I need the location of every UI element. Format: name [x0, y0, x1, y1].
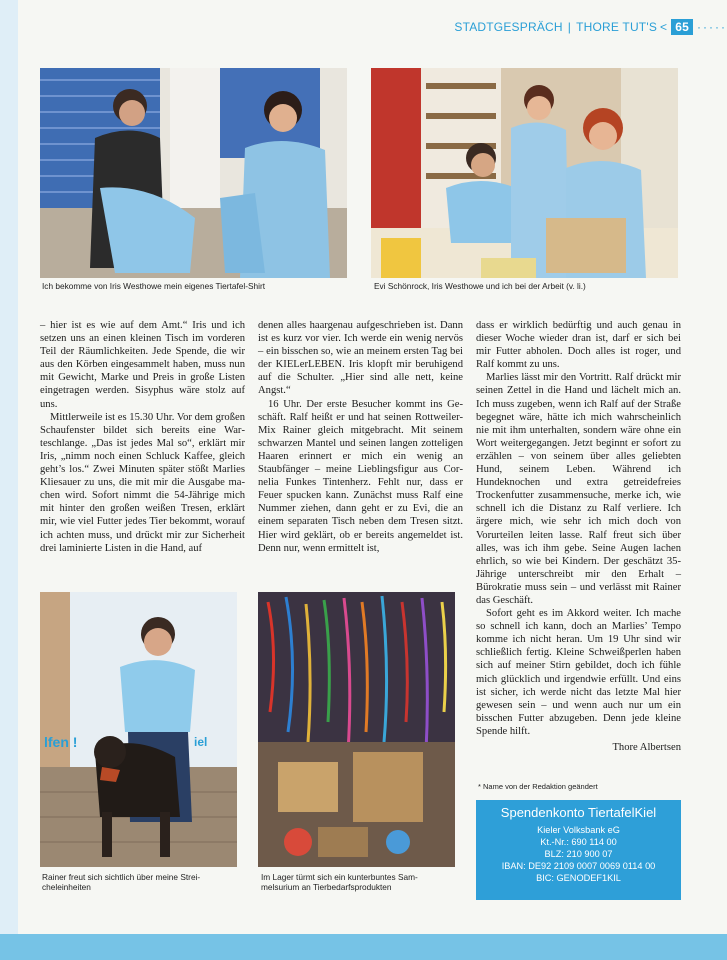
- author-signature: Thore Albertsen: [612, 742, 681, 753]
- caption-photo-3: [42, 872, 239, 892]
- caption-line: cheleinheiten: [42, 882, 91, 892]
- donation-iban: IBAN: DE92 2109 0007 0069 0114 00: [501, 861, 656, 871]
- donation-bic: BIC: GENODEF1KIL: [536, 873, 621, 883]
- page-number: 65: [671, 19, 693, 35]
- donation-bank: Kieler Volksbank eG: [537, 825, 620, 835]
- caption-line: Rainer freut sich sichtlich über meine Strei-: [42, 872, 201, 882]
- section-label: STADTGESPRÄCH: [454, 20, 563, 34]
- article-column-2: [258, 319, 463, 555]
- donation-box: [476, 800, 681, 900]
- donation-blz: BLZ: 210 900 07: [544, 849, 613, 859]
- paragraph: 16 Uhr. Der erste Besucher kommt ins Geschäft. Ralf heißt er und hat seinen Rottweiler-Mix Rainer gleich mitgebracht. Mit seinem schwarzen Mantel und seinen langen zotteligen Haaren erinnert er mich ein wenig an Staubfänger – meine Lieblingsfigur aus Cornelia Funkes Tintenherz. Fehlt nur, dass er Feuer spucken kann. Zunächst muss Ralf eine Nummer ziehen, dann geht er zu Evi, die an einem separaten Tisch neben dem Tresen sitzt. Hier wird geklärt, ob er bereits angemeldet ist. Denn nur, wenn ermittelt ist,: [258, 398, 463, 554]
- caption-line: melsurium an Tierbedarfsprodukten: [261, 882, 392, 892]
- article-column-3: [476, 319, 681, 754]
- paragraph: dass er wirklich bedürftig und auch genau in dieser Woche wieder dran ist, darf er sich bei mir Futter abholen. Doch alles ist roger, und Ralf kommt zu uns.: [476, 320, 681, 371]
- photo-work: [371, 68, 678, 278]
- caption-photo-1: Ich bekomme von Iris Westhowe mein eigenes Tiertafel-Shirt: [42, 281, 266, 291]
- photo-dog: [40, 592, 237, 867]
- footnote: * Name von der Redaktion geändert: [478, 782, 598, 791]
- arrow-icon: <: [660, 20, 668, 34]
- photo-shirt: [40, 68, 347, 278]
- donation-title: Spendenkonto TiertafelKiel: [500, 805, 657, 820]
- paragraph: denen alles haargenau aufgeschrieben ist. Dann ist es kurz vor vier. Ich werde ein wenig nervös – ein bisschen so, wie an meinem ersten Tag bei der KIELerLEBEN. Iris klopft mir beruhigend auf die Schulter. „Hier sind alle nett, keine Angst.“: [258, 320, 463, 397]
- header-separator: |: [567, 20, 572, 34]
- page-header: [454, 18, 727, 36]
- bottom-band: [0, 934, 727, 960]
- caption-photo-4: [261, 872, 458, 892]
- caption-photo-2: Evi Schönrock, Iris Westhowe und ich bei der Arbeit (v. li.): [374, 281, 586, 291]
- paragraph: Sofort geht es im Akkord weiter. Ich mache so schnell ich kann, doch an Marlies’ Tempo komme ich nicht heran. Um 19 Uhr sind wir schließlich fertig. Kleine Schweißperlen haben sich auf meiner Stirn gebildet, doch ich fühle mich glücklich und irgendwie erfüllt. Und eins ist sicher, ich werde nicht das letzte Mal hier gewesen sein – und wenn auch nur um ein bisschen Futter abzugeben. Denn jede kleine Spende hilft.: [476, 608, 681, 737]
- article-column-1: [40, 319, 245, 555]
- shop-sign-text-2: iel: [194, 735, 208, 749]
- paragraph: – hier ist es wie auf dem Amt.“ Iris und ich setzen uns an einen kleinen Tisch im vorderen Teil der Räumlichkeiten. Jede Spende, die wir aus den Körben eingesammelt haben, muss nun mit Gewicht, Marke und Preis in große Listen eingetragen werden. Sisyphus wäre stolz auf uns.: [40, 320, 245, 410]
- paragraph: Marlies lässt mir den Vortritt. Ralf drückt mir seinen Zettel in die Hand und lächelt mich an. Ich muss zugeben, wenn ich Ralf auf der Straße begegnet wäre, hätte ich mich wahrscheinlich nie mit ihm unterhalten, sondern wäre ohne ein Wort weitergegangen. Jetzt beginnt er sofort zu erzählen – von seinem über alles geliebten Hund, seinem Leben. Während ich Hundeknochen und extra getreidefreies Trockenfutter zusammensuche, merke ich, wie schnell ich die Distanz zu Ralf verliere. Ich ärgere mich, wie sehr ich mich doch von Vorurteilen leiten lasse. Ralf freut sich über alles, was ich ihm gebe. Seine Augen lachen ehrlich, so wie bei Kindern. Der geschätzt 35-Jährige unterschreibt mir den Erhalt – Bürokratie muss sein – und verlässt mit Rainer das Geschäft.: [476, 372, 681, 606]
- paragraph: Mittlerweile ist es 15.30 Uhr. Vor dem großen Schaufenster bildet sich bereits eine Warteschlange. „Das ist jedes Mal so“, erklärt mir Iris, „nimm noch einen Schluck Kaffee, gleich geht’s los.“ Zwei Minuten später stößt Marlies Kliesauer zu uns, die mit mir die Ausgabe machen wird. Sofort nimmt die 54-Jährige mich mit hinter den großen weißen Tresen, erklärt mir, wie viel Futter jedes Tier bekommt, worauf ich achten muss, und drückt mir zur Sicherheit drei laminierte Listen in die Hand, auf: [40, 411, 245, 554]
- header-dots: ·····: [697, 20, 727, 34]
- photo-storage: [258, 592, 455, 867]
- left-margin-band: [0, 0, 18, 960]
- donation-account: Kt.-Nr.: 690 114 00: [540, 837, 617, 847]
- shop-sign-text: lfen !: [44, 734, 78, 750]
- caption-line: Im Lager türmt sich ein kunterbuntes Sam-: [261, 872, 418, 882]
- subsection-label: THORE TUT'S: [576, 20, 658, 34]
